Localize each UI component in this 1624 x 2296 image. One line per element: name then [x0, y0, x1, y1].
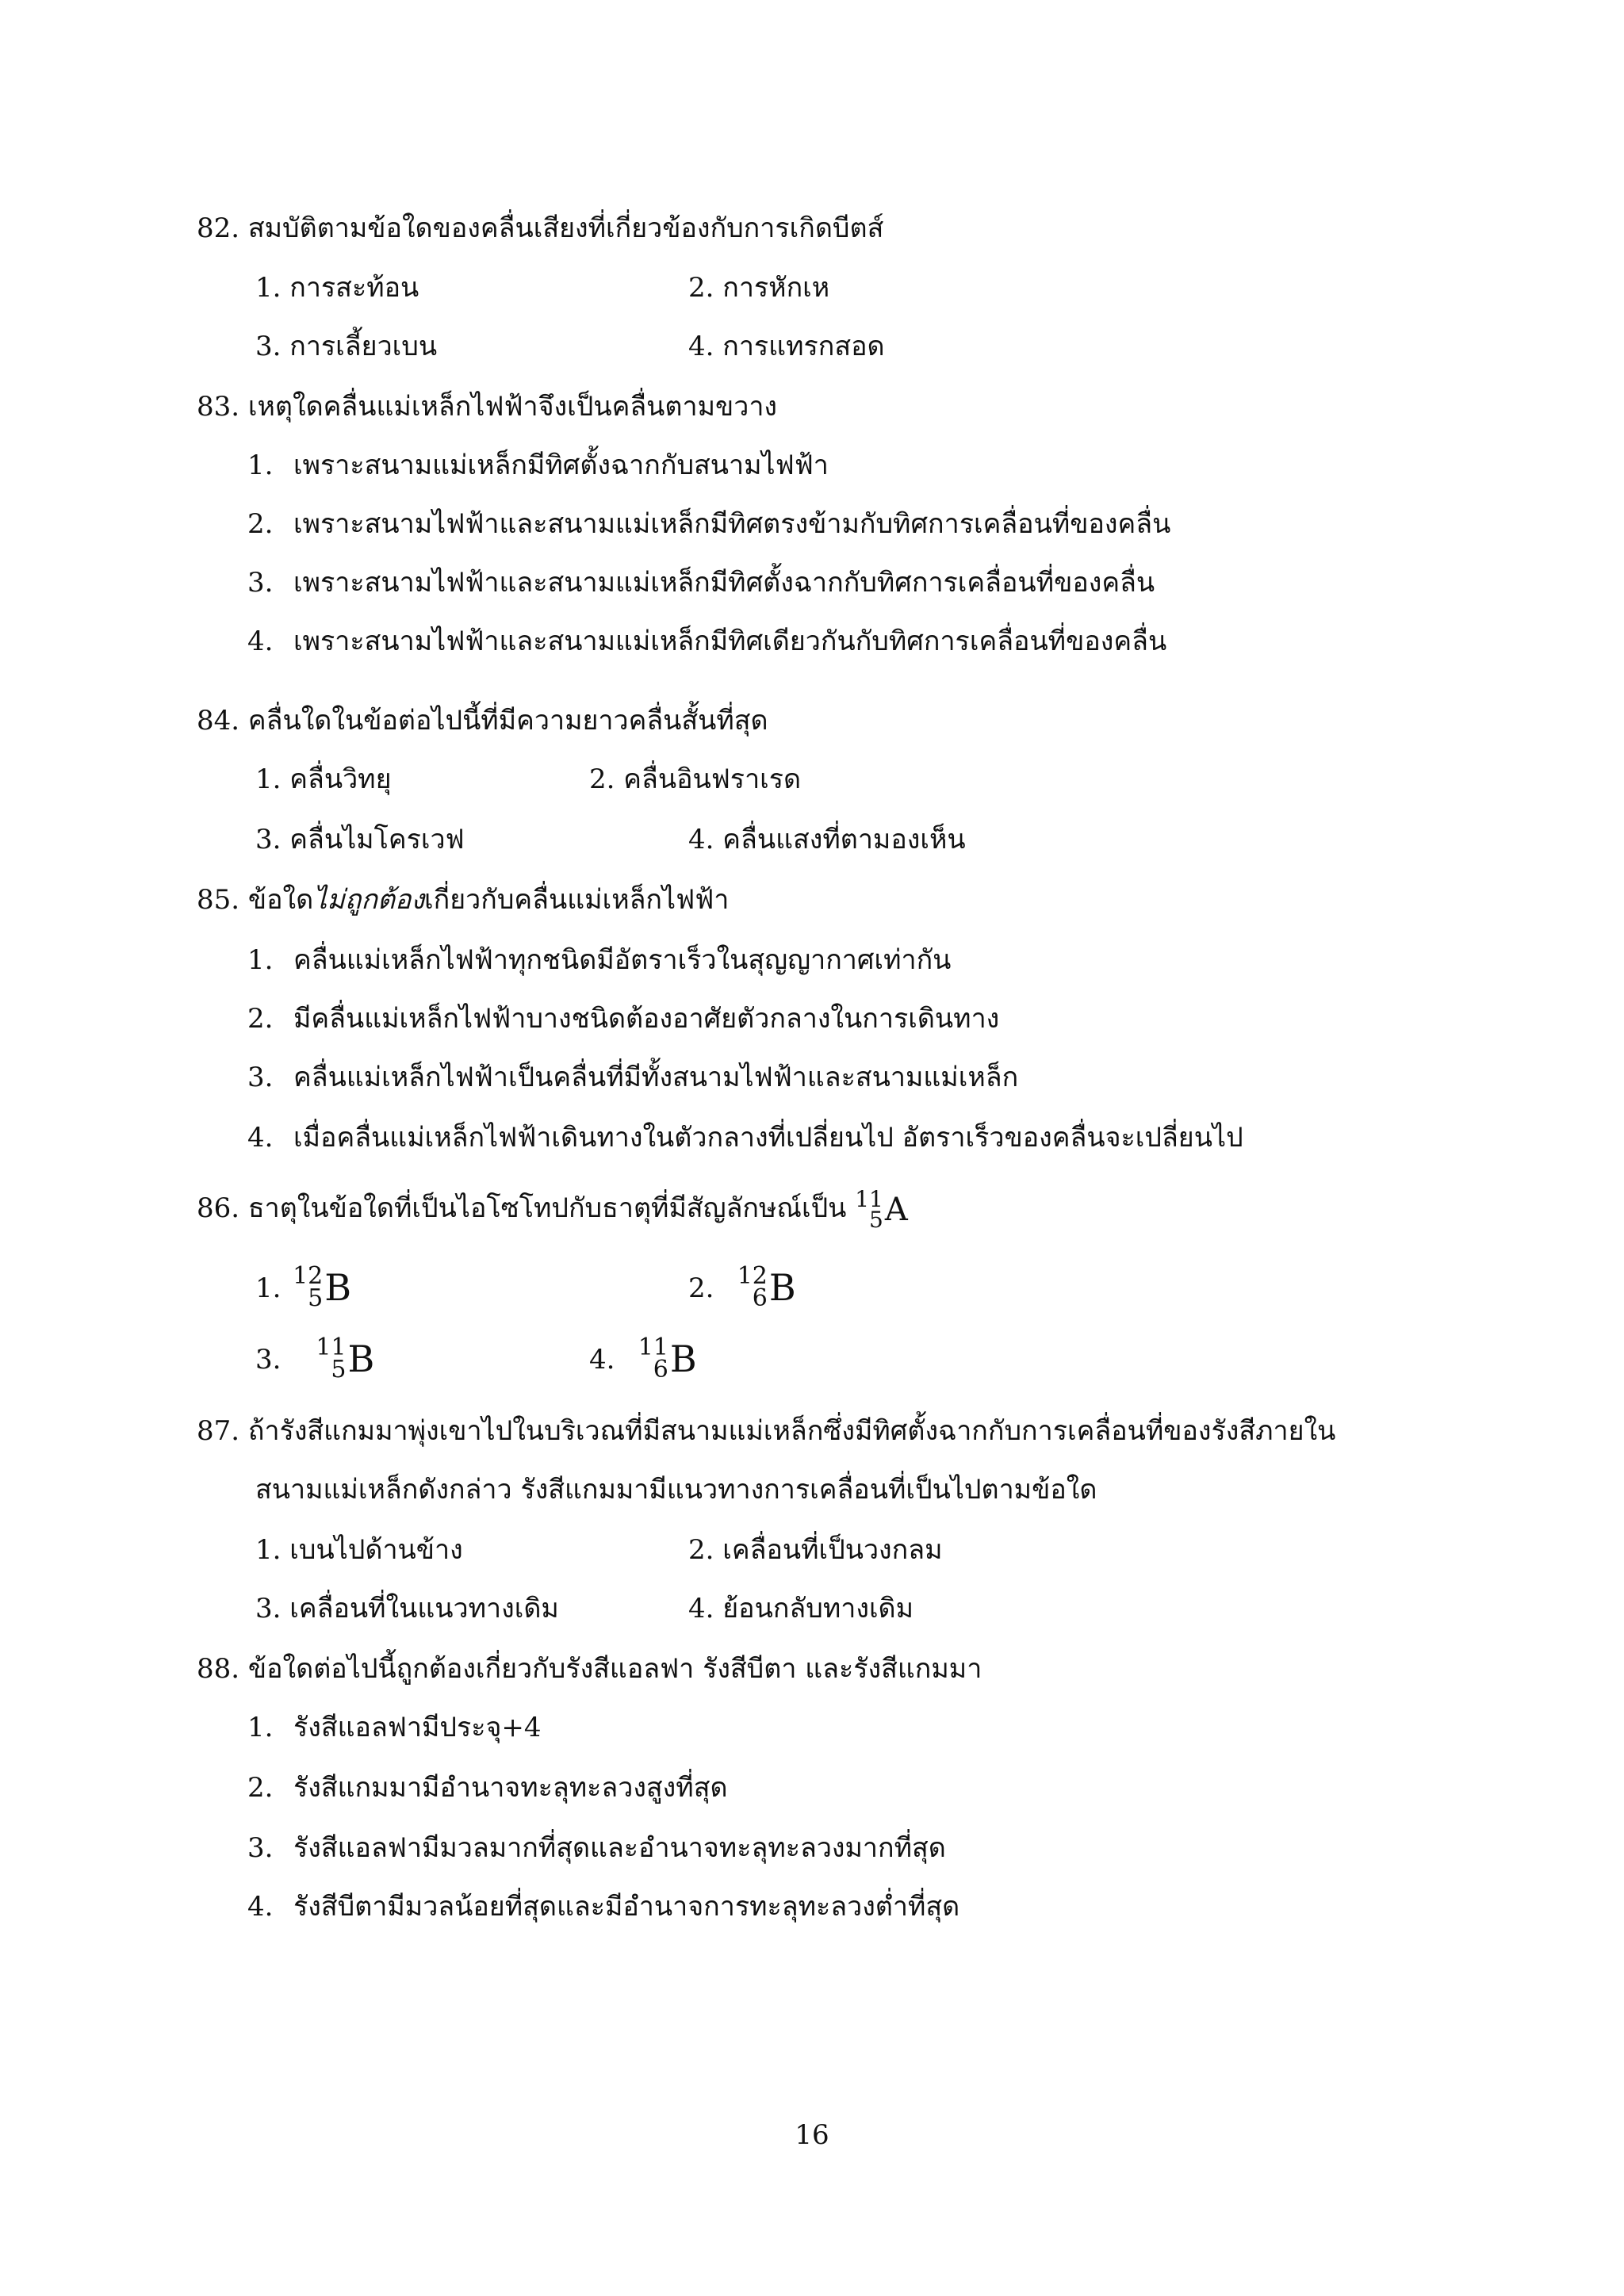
- q87-option-3: 3. เคลื่อนที่ในแนวทางเดิม: [255, 1593, 559, 1624]
- q84-option-3: 3. คลื่นไมโครเวฟ: [255, 824, 465, 855]
- q84-option-2: 2. คลื่นอินฟราเรด: [589, 763, 802, 795]
- q86-option-4-number: 4.: [589, 1344, 615, 1376]
- q83-option-3-number: 3.: [247, 567, 274, 599]
- q86-option-1-symbol: B: [324, 1266, 352, 1309]
- question-87-line-2: สนามแม่เหล็กดังกล่าว รังสีแกมมามีแนวทางการเคลื่อนที่เป็นไปตามข้อใด: [255, 1474, 1097, 1506]
- nuclide-atomic-number: 5: [869, 1207, 883, 1233]
- q86-option-2: [688, 1261, 796, 1312]
- q86-option-3-number: 3.: [255, 1344, 282, 1376]
- q88-option-2: [247, 1770, 728, 1806]
- q88-option-3-text: รังสีแอลฟามีมวลมากที่สุดและอำนาจทะลุทะลวงมากที่สุด: [293, 1832, 946, 1864]
- q88-option-1: [247, 1709, 542, 1746]
- q86-option-3-symbol: B: [347, 1337, 375, 1380]
- q86-option-1-nuclide: [293, 1264, 351, 1311]
- q83-option-4-text: เพราะสนามไฟฟ้าและสนามแม่เหล็กมีทิศเดียวกันกับทิศการเคลื่อนที่ของคลื่น: [293, 626, 1167, 657]
- nuclide-mass-number: 11: [855, 1186, 883, 1212]
- question-85-prefix: 85. ข้อใด: [197, 884, 314, 916]
- q85-option-4: [247, 1119, 1243, 1156]
- q86-option-2-atomic: 6: [752, 1284, 768, 1312]
- question-86-text: 86. ธาตุในข้อใดที่เป็นไอโซโทปกับธาตุที่มีสัญลักษณ์เป็น: [197, 1192, 847, 1224]
- q83-option-4: [247, 623, 1166, 660]
- q85-option-4-text: เมื่อคลื่นแม่เหล็กไฟฟ้าเดินทางในตัวกลางที่เปลี่ยนไป อัตราเร็วของคลื่นจะเปลี่ยนไป: [293, 1122, 1243, 1154]
- q86-option-2-mass: 12: [737, 1262, 768, 1290]
- q83-option-2-number: 2.: [247, 508, 274, 540]
- q88-option-1-number: 1.: [247, 1712, 274, 1743]
- q88-option-2-number: 2.: [247, 1772, 274, 1804]
- q84-option-1: 1. คลื่นวิทยุ: [255, 763, 392, 795]
- question-88: 88. ข้อใดต่อไปนี้ถูกต้องเกี่ยวกับรังสีแอลฟา รังสีบีตา และรังสีแกมมา: [197, 1653, 982, 1685]
- q83-option-4-number: 4.: [247, 626, 274, 657]
- question-86: [197, 1186, 908, 1233]
- q82-option-3: 3. การเลี้ยวเบน: [255, 331, 438, 362]
- q88-option-4-number: 4.: [247, 1891, 274, 1923]
- q86-option-2-symbol: B: [768, 1266, 796, 1309]
- q86-option-3-nuclide: [316, 1335, 374, 1383]
- q86-option-4: [589, 1332, 697, 1383]
- question-84: 84. คลื่นใดในข้อต่อไปนี้ที่มีความยาวคลื่นสั้นที่สุด: [197, 705, 768, 737]
- nuclide-element-symbol: A: [884, 1192, 908, 1228]
- q83-option-1-text: เพราะสนามแม่เหล็กมีทิศตั้งฉากกับสนามไฟฟ้า: [293, 450, 829, 481]
- question-85-emphasis: ไม่ถูกต้อง: [313, 884, 425, 916]
- q88-option-4-text: รังสีบีตามีมวลน้อยที่สุดและมีอำนาจการทะลุทะลวงต่ำที่สุด: [293, 1891, 960, 1923]
- q86-option-1-atomic: 5: [308, 1284, 324, 1312]
- q86-option-1-number: 1.: [255, 1272, 282, 1304]
- q83-option-3-text: เพราะสนามไฟฟ้าและสนามแม่เหล็กมีทิศตั้งฉากกับทิศการเคลื่อนที่ของคลื่น: [293, 567, 1155, 599]
- q85-option-2-number: 2.: [247, 1003, 274, 1035]
- q86-option-4-symbol: B: [669, 1337, 697, 1380]
- q86-option-2-nuclide: [737, 1264, 796, 1311]
- q86-option-3-mass: 11: [316, 1334, 347, 1361]
- q85-option-1: [247, 942, 951, 978]
- question-85: [197, 882, 729, 918]
- q88-option-4: [247, 1888, 959, 1925]
- q83-option-2: [247, 506, 1170, 542]
- q82-option-1: 1. การสะท้อน: [255, 272, 419, 304]
- question-85-suffix: เกี่ยวกับคลื่นแม่เหล็กไฟฟ้า: [424, 884, 730, 916]
- q87-option-1: 1. เบนไปด้านข้าง: [255, 1534, 463, 1566]
- q82-option-2: 2. การหักเห: [688, 272, 830, 304]
- q86-option-1: [255, 1261, 351, 1312]
- q83-option-3: [247, 564, 1155, 601]
- q88-option-3: [247, 1830, 946, 1866]
- q86-option-4-atomic: 6: [653, 1356, 668, 1383]
- q85-option-1-text: คลื่นแม่เหล็กไฟฟ้าทุกชนิดมีอัตราเร็วในสุญญากาศเท่ากัน: [293, 944, 952, 976]
- q86-option-2-number: 2.: [688, 1272, 714, 1304]
- q85-option-3: [247, 1059, 1018, 1096]
- nuclide-symbol-a: [855, 1186, 908, 1233]
- q86-option-4-mass: 11: [638, 1334, 668, 1361]
- q85-option-3-number: 3.: [247, 1062, 274, 1093]
- question-82: 82. สมบัติตามข้อใดของคลื่นเสียงที่เกี่ยวข้องกับการเกิดบีตส์: [197, 212, 884, 244]
- question-87-line-1: 87. ถ้ารังสีแกมมาพุ่งเขาไปในบริเวณที่มีสนามแม่เหล็กซึ่งมีทิศตั้งฉากกับการเคลื่อนที่ของรังสีภายใน: [197, 1415, 1336, 1447]
- q84-option-4: 4. คลื่นแสงที่ตามองเห็น: [688, 824, 966, 855]
- q82-option-4: 4. การแทรกสอด: [688, 331, 885, 362]
- q86-option-4-nuclide: [638, 1335, 697, 1383]
- q88-option-2-text: รังสีแกมมามีอำนาจทะลุทะลวงสูงที่สุด: [293, 1772, 728, 1804]
- q88-option-1-text: รังสีแอลฟามีประจุ+4: [293, 1712, 542, 1743]
- q87-option-4: 4. ย้อนกลับทางเดิม: [688, 1593, 914, 1624]
- q85-option-2: [247, 1001, 999, 1037]
- q87-option-2: 2. เคลื่อนที่เป็นวงกลม: [688, 1534, 943, 1566]
- q83-option-1-number: 1.: [247, 450, 274, 481]
- q88-option-3-number: 3.: [247, 1832, 274, 1864]
- q85-option-3-text: คลื่นแม่เหล็กไฟฟ้าเป็นคลื่นที่มีทั้งสนามไฟฟ้าและสนามแม่เหล็ก: [293, 1062, 1019, 1093]
- q83-option-2-text: เพราะสนามไฟฟ้าและสนามแม่เหล็กมีทิศตรงข้ามกับทิศการเคลื่อนที่ของคลื่น: [293, 508, 1171, 540]
- q86-option-3-atomic: 5: [331, 1356, 347, 1383]
- page-number: 16: [795, 2119, 829, 2151]
- q86-option-1-mass: 12: [293, 1262, 324, 1290]
- q85-option-2-text: มีคลื่นแม่เหล็กไฟฟ้าบางชนิดต้องอาศัยตัวกลางในการเดินทาง: [293, 1003, 1000, 1035]
- q85-option-1-number: 1.: [247, 944, 274, 976]
- q83-option-1: [247, 447, 829, 484]
- q85-option-4-number: 4.: [247, 1122, 274, 1154]
- question-83: 83. เหตุใดคลื่นแม่เหล็กไฟฟ้าจึงเป็นคลื่นตามขวาง: [197, 391, 778, 423]
- q86-option-3: [255, 1332, 374, 1383]
